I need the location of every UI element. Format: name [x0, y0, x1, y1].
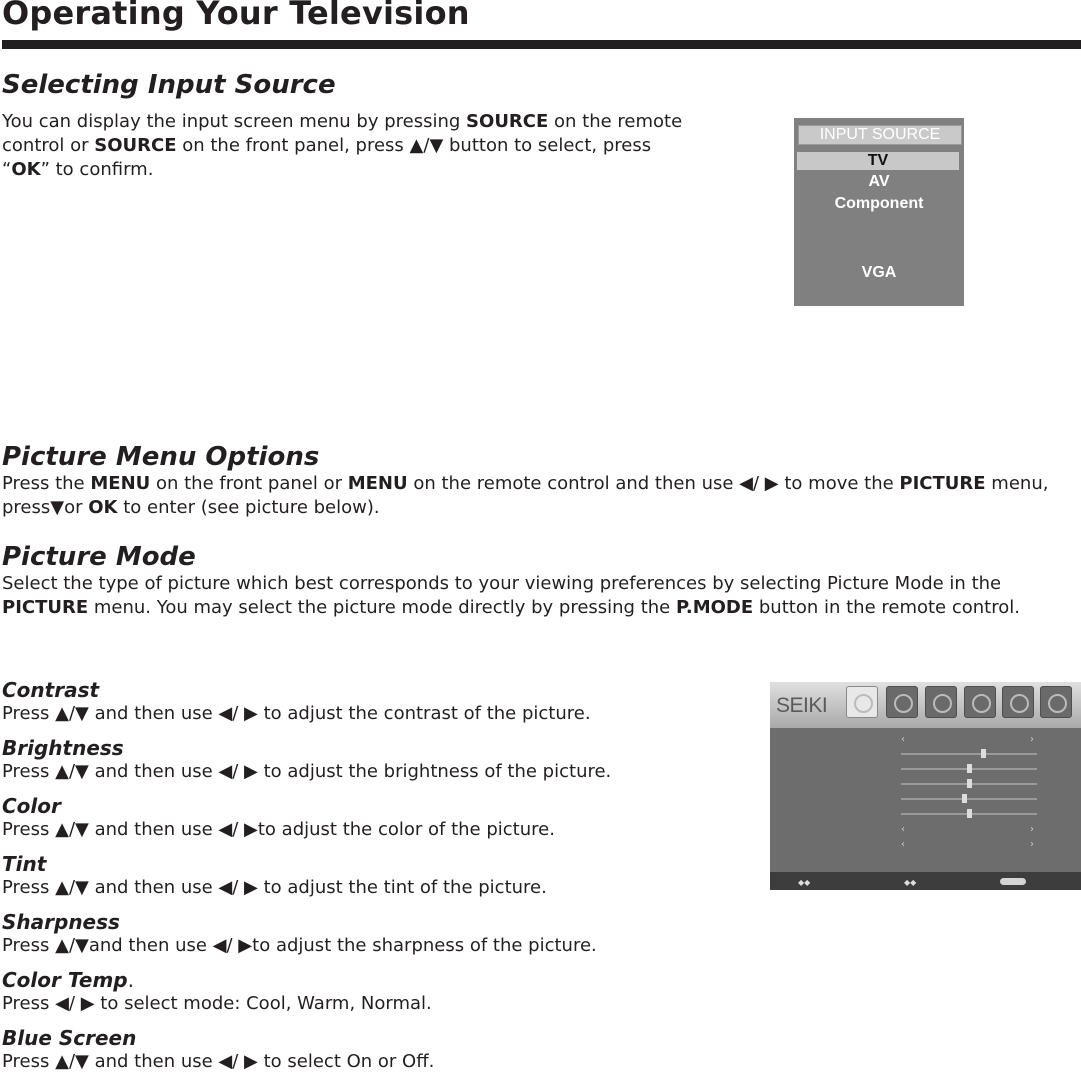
input-option-av[interactable]: AV [868, 173, 890, 190]
picture-mode-heading: Picture Mode [2, 542, 196, 572]
picture-mode-paragraph: Select the type of picture which best corresponds to your viewing preferences by selecting Picture Mode in the PICTURE menu. You may select the picture mode directly by pressing the P.MODE button in the remote control. [2, 573, 1020, 618]
setting-text: Press ◀/ ▶ to select mode: Cool, Warm, Normal. [2, 993, 432, 1014]
input-option-component[interactable]: Component [834, 195, 924, 212]
osd-slider-knob[interactable] [962, 794, 967, 803]
setting-title: Tint [2, 852, 47, 876]
setup-tab-icon[interactable] [964, 686, 996, 718]
mode-right-arrow-icon: › [1030, 734, 1034, 745]
lock-tab-icon[interactable] [1002, 686, 1034, 718]
osd-slider[interactable] [901, 783, 1037, 785]
channel-tab-icon[interactable] [1040, 686, 1072, 718]
mode-left-arrow-icon: ‹ [901, 734, 905, 745]
time-tab-icon[interactable] [925, 686, 957, 718]
osd-slider-knob[interactable] [967, 764, 972, 773]
setting-title: Sharpness [2, 910, 120, 934]
sound-tab-icon[interactable] [886, 686, 918, 718]
setting-title: Contrast [2, 678, 100, 702]
blue-right-arrow-icon: › [1030, 839, 1034, 850]
setting-text: Press ▲/▼ and then use ◀/ ▶ to adjust the brightness of the picture. [2, 761, 612, 782]
osd-bottom-bar [770, 872, 1081, 890]
temp-left-arrow-icon: ‹ [901, 824, 905, 835]
setting-title: Brightness [2, 736, 124, 760]
osd-slider[interactable] [901, 768, 1037, 770]
picture-menu-paragraph: Press the MENU on the front panel or MENU on the remote control and then use ◀/ ▶ to move the PICTURE menu, press▼or OK to enter (see picture below). [2, 473, 1049, 518]
setting-title: Color Temp. [2, 968, 134, 992]
picture-menu-heading: Picture Menu Options [2, 442, 320, 472]
color-temp-period: . [127, 968, 134, 992]
osd-slider-knob[interactable] [967, 779, 972, 788]
setting-text: Press ▲/▼and then use ◀/ ▶to adjust the sharpness of the picture. [2, 935, 597, 956]
setting-text: Press ▲/▼ and then use ◀/ ▶ to select On or Off. [2, 1051, 435, 1072]
osd-slider[interactable] [901, 753, 1037, 755]
osd-top-bar [770, 682, 1081, 728]
input-source-menu [794, 118, 964, 306]
osd-slider[interactable] [901, 813, 1037, 815]
exit-hint-icon [1000, 878, 1026, 885]
page-title: Operating Your Television [2, 0, 470, 32]
setting-text: Press ▲/▼ and then use ◀/ ▶ to adjust the contrast of the picture. [2, 703, 591, 724]
input-option-tv[interactable]: TV [797, 152, 959, 170]
setting-text: Press ▲/▼ and then use ◀/ ▶to adjust the color of the picture. [2, 819, 555, 840]
picture-tab-icon[interactable] [846, 686, 878, 718]
picture-osd-menu [770, 682, 1081, 890]
seiki-logo: SEIKI [776, 694, 828, 717]
setting-title: Blue Screen [2, 1026, 137, 1050]
updown-hint-icon: ◆◆ [798, 878, 811, 887]
input-source-heading: Selecting Input Source [2, 70, 336, 100]
osd-slider-knob[interactable] [981, 749, 986, 758]
osd-slider[interactable] [901, 798, 1037, 800]
input-source-paragraph: You can display the input screen menu by pressing SOURCE on the remote control or SOURCE on the front panel, press ▲/▼ button to select, press “OK” to confirm. [2, 111, 683, 180]
blue-left-arrow-icon: ‹ [901, 839, 905, 850]
input-source-menu-title: INPUT SOURCE [798, 125, 962, 145]
leftright-hint-icon: ◆◆ [904, 878, 917, 887]
osd-slider-knob[interactable] [967, 809, 972, 818]
temp-right-arrow-icon: › [1030, 824, 1034, 835]
setting-title: Color [2, 794, 61, 818]
input-option-vga[interactable]: VGA [861, 264, 897, 281]
setting-text: Press ▲/▼ and then use ◀/ ▶ to adjust the tint of the picture. [2, 877, 547, 898]
title-rule [2, 40, 1081, 49]
